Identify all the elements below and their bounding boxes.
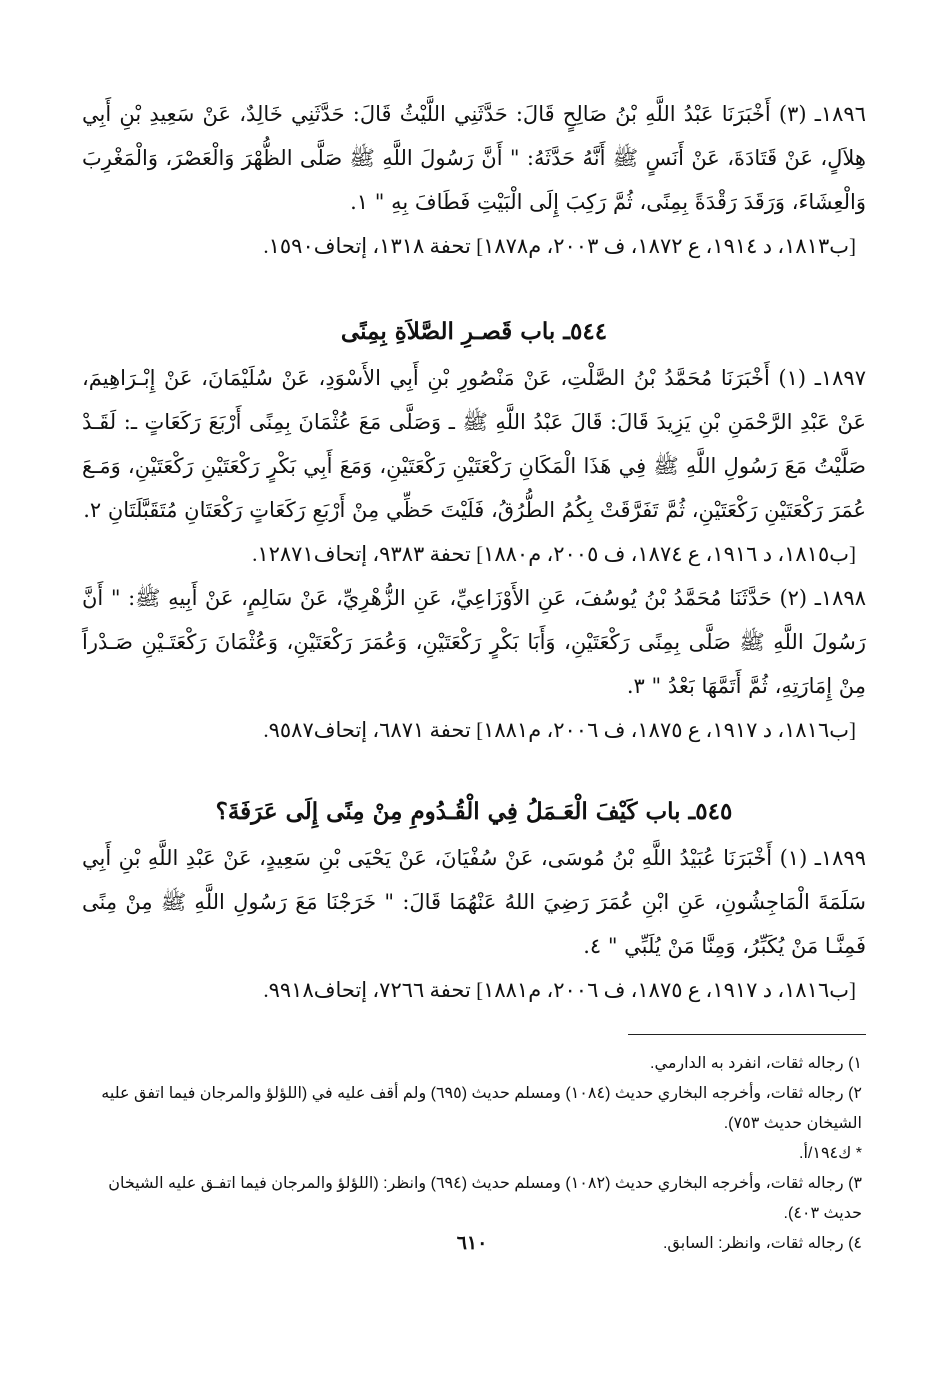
hadith-1899-text: ١٨٩٩ـ (١) أَخْبَرَنَا عُبَيْدُ اللَّهِ بْنُ مُوسَى، عَنْ سُفْيَانَ، عَنْ يَحْيَى بْنِ سَعِيدٍ، عَنْ عَبْدِ اللَّهِ بْنِ أَبِي سَلَمَةَ الْمَاجِشُونِ، عَنِ ابْنِ عُمَرَ رَضِيَ اللهُ عَنْهُمَا قَالَ: " خَرَجْنَا مَعَ رَسُولِ اللَّهِ ﷺ مِنْ مِنًى فَمِنَّـا مَنْ يُكَبِّرُ، وَمِنَّا مَنْ يُلَبِّي " ٤. [82,846,866,958]
page-number: ٦١٠ [456,1232,488,1254]
hadith-1897-reference: [ب١٨١٥، د ١٩١٦، ع ١٨٧٤، ف ٢٠٠٥، م١٨٨٠] تحفة ٩٣٨٣، إتحاف١٢٨٧١. [252,542,856,566]
hadith-1897-text: ١٨٩٧ـ (١) أَخْبَرَنَا مُحَمَّدُ بْنُ الصَّلْتِ، عَنْ مَنْصُورِ بْنِ أَبِي الأَسْوَدِ، عَنْ سُلَيْمَانَ، عَنْ إِبْـرَاهِيمَ، عَنْ عَبْدِ الرَّحْمَنِ بْنِ يَزِيدَ قَالَ: قَالَ عَبْدُ اللَّهِ ﷺ ـ وَصَلَّى مَعَ عُثْمَانَ بِمِنًى أَرْبَعَ رَكَعَاتٍ ـ: لَقَـدْ صَلَّيْتُ مَعَ رَسُولِ اللَّهِ ﷺ فِي هَذَا الْمَكَانِ رَكْعَتَيْنِ رَكْعَتَيْنِ، وَمَعَ أَبِي بَكْرٍ رَكْعَتَيْنِ رَكْعَتَيْنِ، وَمَـعَ عُمَرَ رَكْعَتَيْنِ رَكْعَتَيْنِ، ثُمَّ تَفَرَّقَتْ بِكُمُ الطُّرُقُ، فَلَيْتَ حَظِّي مِنْ أَرْبَعِ رَكَعَاتٍ رَكْعَتَانِ مُتَقَبَّلَتَانِ ٢. [82,366,866,522]
chapter-545-heading: ٥٤٥ـ باب كَيْفَ الْعَـمَلُ فِي الْقُـدُومِ مِنْ مِنًى إِلَى عَرَفَةَ؟ [215,798,733,825]
footnote-separator [628,1034,866,1035]
footnote-1: ١) رجاله ثقات، انفرد به الدارمي. [650,1055,862,1072]
spacer [82,752,866,788]
footnotes [82,1049,866,1259]
chapter-544-heading: ٥٤٤ـ باب قَصـرِ الصَّلاَةِ بِمِنًى [340,318,608,345]
footnote-manuscript-note: * ك١٩٤/أ. [799,1145,862,1162]
hadith-1896-reference: [ب١٨١٣، د ١٩١٤، ع ١٨٧٢، ف ٢٠٠٣، م١٨٧٨] تحفة ١٣١٨، إتحاف١٥٩٠. [263,234,856,258]
hadith-1898-reference: [ب١٨١٦، د ١٩١٧، ع ١٨٧٥، ف ٢٠٠٦، م١٨٨١] تحفة ٦٨٧١، إتحاف٩٥٨٧. [263,718,856,742]
hadith-1898-text: ١٨٩٨ـ (٢) حَدَّثَنَا مُحَمَّدُ بْنُ يُوسُفَ، عَنِ الأَوْزَاعِيِّ، عَنِ الزُّهْرِيِّ، عَنْ سَالِمٍ، عَنْ أَبِيهِ ﷺ: " أَنَّ رَسُولَ اللَّهِ ﷺ صَلَّى بِمِنًى رَكْعَتَيْنِ، وَأَبَا بَكْرٍ رَكْعَتَيْنِ، وَعُمَرَ رَكْعَتَيْنِ، وَعُثْمَانَ رَكْعَتَـيْنِ صَـدْراً مِنْ إِمَارَتِهِ، ثُمَّ أَتَمَّهَا بَعْدُ " ٣. [82,586,866,698]
hadith-1896-text: ١٨٩٦ـ (٣) أَخْبَرَنَا عَبْدُ اللَّهِ بْنُ صَالِحٍ قَالَ: حَدَّثَنِي اللَّيْثُ قَالَ: حَدَّثَنِي خَالِدٌ، عَنْ سَعِيدِ بْنِ أَبِي هِلاَلٍ، عَنْ قَتَادَةَ، عَنْ أَنَسٍ ﷺ أَنَّهُ حَدَّثَهُ: " أَنَّ رَسُولَ اللَّهِ ﷺ صَلَّى الظُّهْرَ وَالْعَصْرَ، وَالْمَغْرِبَ وَالْعِشَاءَ، وَرَقَدَ رَقْدَةً بِمِنًى، ثُمَّ رَكِبَ إِلَى الْبَيْتِ فَطَافَ بِهِ " ١. [82,102,866,214]
hadith-1899-reference: [ب١٨١٦، د ١٩١٧، ع ١٨٧٥، ف ٢٠٠٦، م١٨٨١] تحفة ٧٢٦٦، إتحاف٩٩١٨. [263,978,856,1002]
footnote-4: ٤) رجاله ثقات، وانظر: السابق. [662,1235,862,1252]
footnote-3: ٣) رجاله ثقات، وأخرجه البخاري حديث (١٠٨٢) ومسلم حديث (٦٩٤) وانظر: (اللؤلؤ والمرجان فيما اتفـق عليه الشيخان حديث ٤٠٣). [108,1175,862,1222]
spacer [82,268,866,308]
footnote-2: ٢) رجاله ثقات، وأخرجه البخاري حديث (١٠٨٤) ومسلم حديث (٦٩٥) ولم أقف عليه في (اللؤلؤ والمرجان فيما اتفق عليه الشيخان حديث ٧٥٣). [101,1085,862,1132]
